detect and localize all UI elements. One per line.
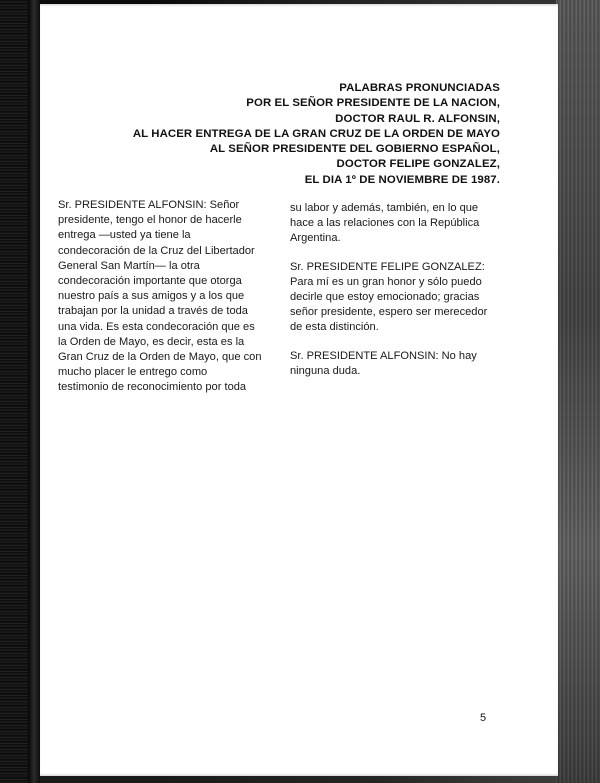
text-line: mucho placer le entrego como (58, 366, 208, 379)
right-scan-edge (556, 0, 600, 783)
text-line: una vida. Es esta condecoración que es (58, 320, 255, 333)
text-line: Argentina. (290, 232, 341, 245)
text-line: Sr. PRESIDENTE ALFONSIN: Señor (58, 199, 240, 211)
text-line: testimonio de reconocimiento por toda (58, 381, 247, 394)
text-line: trabajan por la unidad a través de toda (58, 305, 248, 318)
text-line: General San Martín— la otra (58, 259, 200, 272)
document-title-block (100, 81, 500, 188)
title-line: AL HACER ENTREGA DE LA GRAN CRUZ DE LA ORDEN DE MAYO (132, 127, 500, 140)
book-spine (28, 0, 40, 783)
text-line: su labor y además, también, en lo que (290, 202, 479, 214)
text-line: condecoración de la Cruz del Libertador (58, 244, 255, 257)
paragraph (290, 201, 530, 247)
page-number: 5 (480, 712, 487, 724)
text-line: Para mí es un gran honor y sólo puedo (290, 275, 482, 288)
text-line: presidente, tengo el honor de hacerle (58, 214, 242, 227)
title-line: DOCTOR FELIPE GONZALEZ, (336, 158, 500, 171)
left-text-column (58, 198, 288, 396)
text-line: la Orden de Mayo, es decir, esta es la (58, 335, 245, 348)
text-line: nuestro país a sus amigos y a los que (58, 290, 245, 303)
title-line: EL DIA 1º DE NOVIEMBRE DE 1987. (304, 173, 500, 186)
right-text-column (290, 201, 530, 379)
text-line: señor presidente, espero ser merecedor (290, 306, 488, 319)
text-line: entrega —usted ya tiene la (58, 229, 191, 242)
text-line: de esta distinción. (290, 321, 379, 334)
paragraph (290, 349, 530, 379)
text-line: decirle que estoy emocionado; gracias (290, 291, 480, 304)
text-line: hace a las relaciones con la República (290, 217, 480, 230)
text-line: Gran Cruz de la Orden de Mayo, que con (58, 351, 262, 364)
title-line: DOCTOR RAUL R. ALFONSIN, (335, 112, 500, 125)
text-line: Sr. PRESIDENTE ALFONSIN: No hay (290, 349, 477, 362)
title-line: PALABRAS PRONUNCIADAS (339, 82, 500, 94)
title-line: POR EL SEÑOR PRESIDENTE DE LA NACION, (246, 97, 500, 110)
title-line: AL SEÑOR PRESIDENTE DEL GOBIERNO ESPAÑOL, (209, 143, 500, 156)
paragraph (290, 260, 530, 336)
text-line: Sr. PRESIDENTE FELIPE GONZALEZ: (290, 260, 485, 273)
text-line: condecoración importante que otorga (58, 275, 242, 288)
text-line: ninguna duda. (290, 364, 361, 377)
